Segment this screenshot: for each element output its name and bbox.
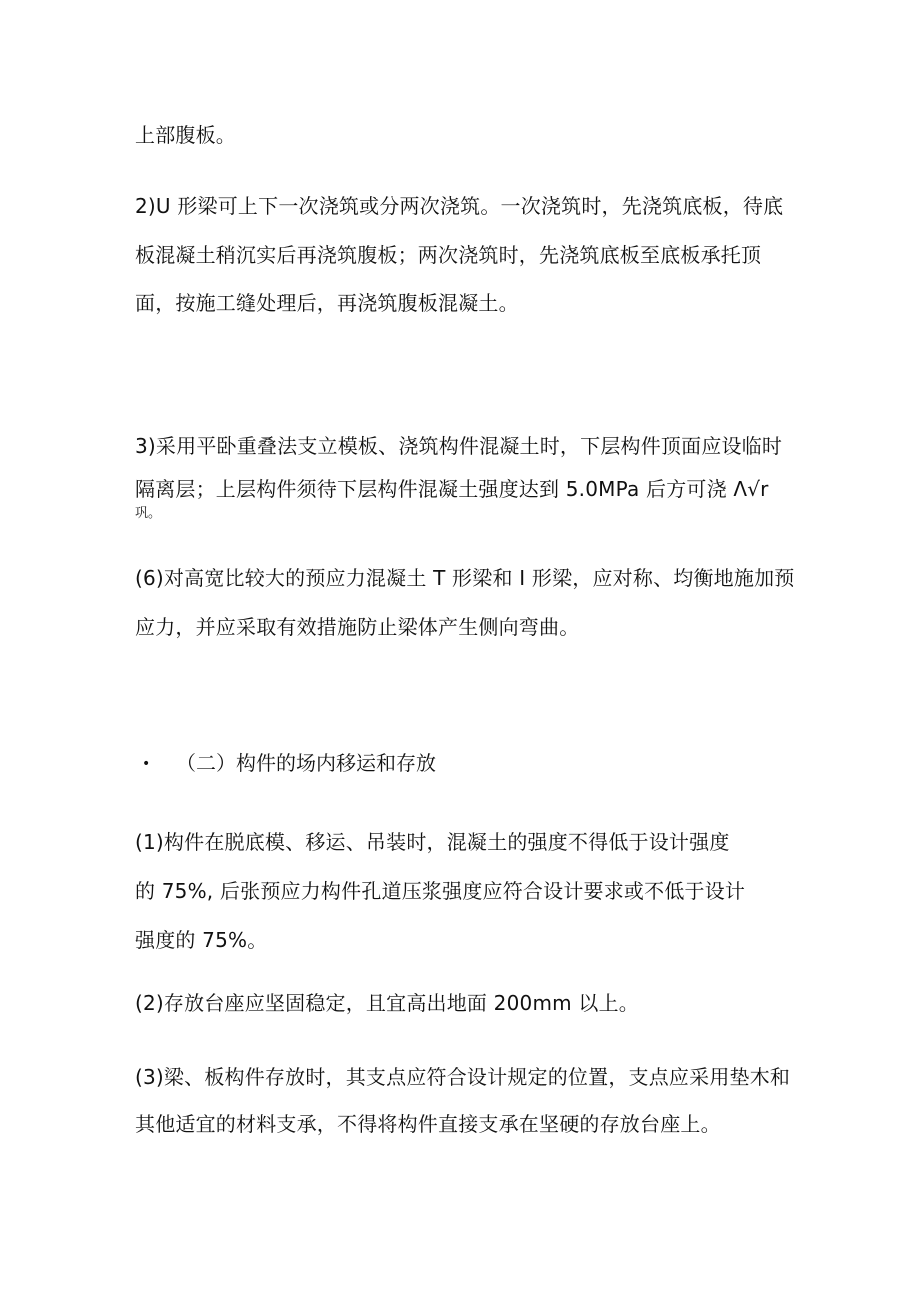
list-item-line: 的 75%, 后张预应力构件孔道压浆强度应符合设计要求或不低于设计: [135, 879, 746, 903]
paragraph-line: 2)U 形梁可上下一次浇筑或分两次浇筑。一次浇筑时，先浇筑底板，待底: [135, 194, 784, 218]
list-item-line: (2)存放台座应坚固稳定，且宜高出地面 200mm 以上。: [135, 991, 639, 1015]
paragraph-line: 隔离层；上层构件须待下层构件混凝土强度达到 5.0MPa 后方可浇 Λ√r: [135, 477, 769, 501]
paragraph-line: 板混凝土稍沉实后再浇筑腹板；两次浇筑时，先浇筑底板至底板承托顶: [135, 243, 762, 267]
paragraph-line: (6)对高宽比较大的预应力混凝土 T 形梁和 I 形梁，应对称、均衡地施加预: [135, 566, 795, 590]
list-item-line: (3)梁、板构件存放时，其支点应符合设计规定的位置，支点应采用垫木和: [135, 1065, 791, 1089]
section-heading: （二）构件的场内移运和存放: [176, 751, 436, 775]
paragraph-line: 3)采用平卧重叠法支立模板、浇筑构件混凝土时，下层构件顶面应设临时: [135, 434, 783, 458]
paragraph-line: 面，按施工缝处理后，再浇筑腹板混凝土。: [135, 291, 519, 315]
list-item-line: 其他适宜的材料支承，不得将构件直接支承在坚硬的存放台座上。: [135, 1112, 721, 1136]
list-item-line: 强度的 75%。: [135, 928, 268, 952]
bullet-icon: •: [142, 756, 151, 772]
paragraph-line: 上部腹板。: [135, 123, 236, 147]
paragraph-tail: 巩。: [135, 506, 162, 521]
paragraph-line: 应力，并应采取有效措施防止梁体产生侧向弯曲。: [135, 615, 580, 639]
list-item-line: (1)构件在脱底模、移运、吊装时，混凝土的强度不得低于设计强度: [135, 830, 730, 854]
